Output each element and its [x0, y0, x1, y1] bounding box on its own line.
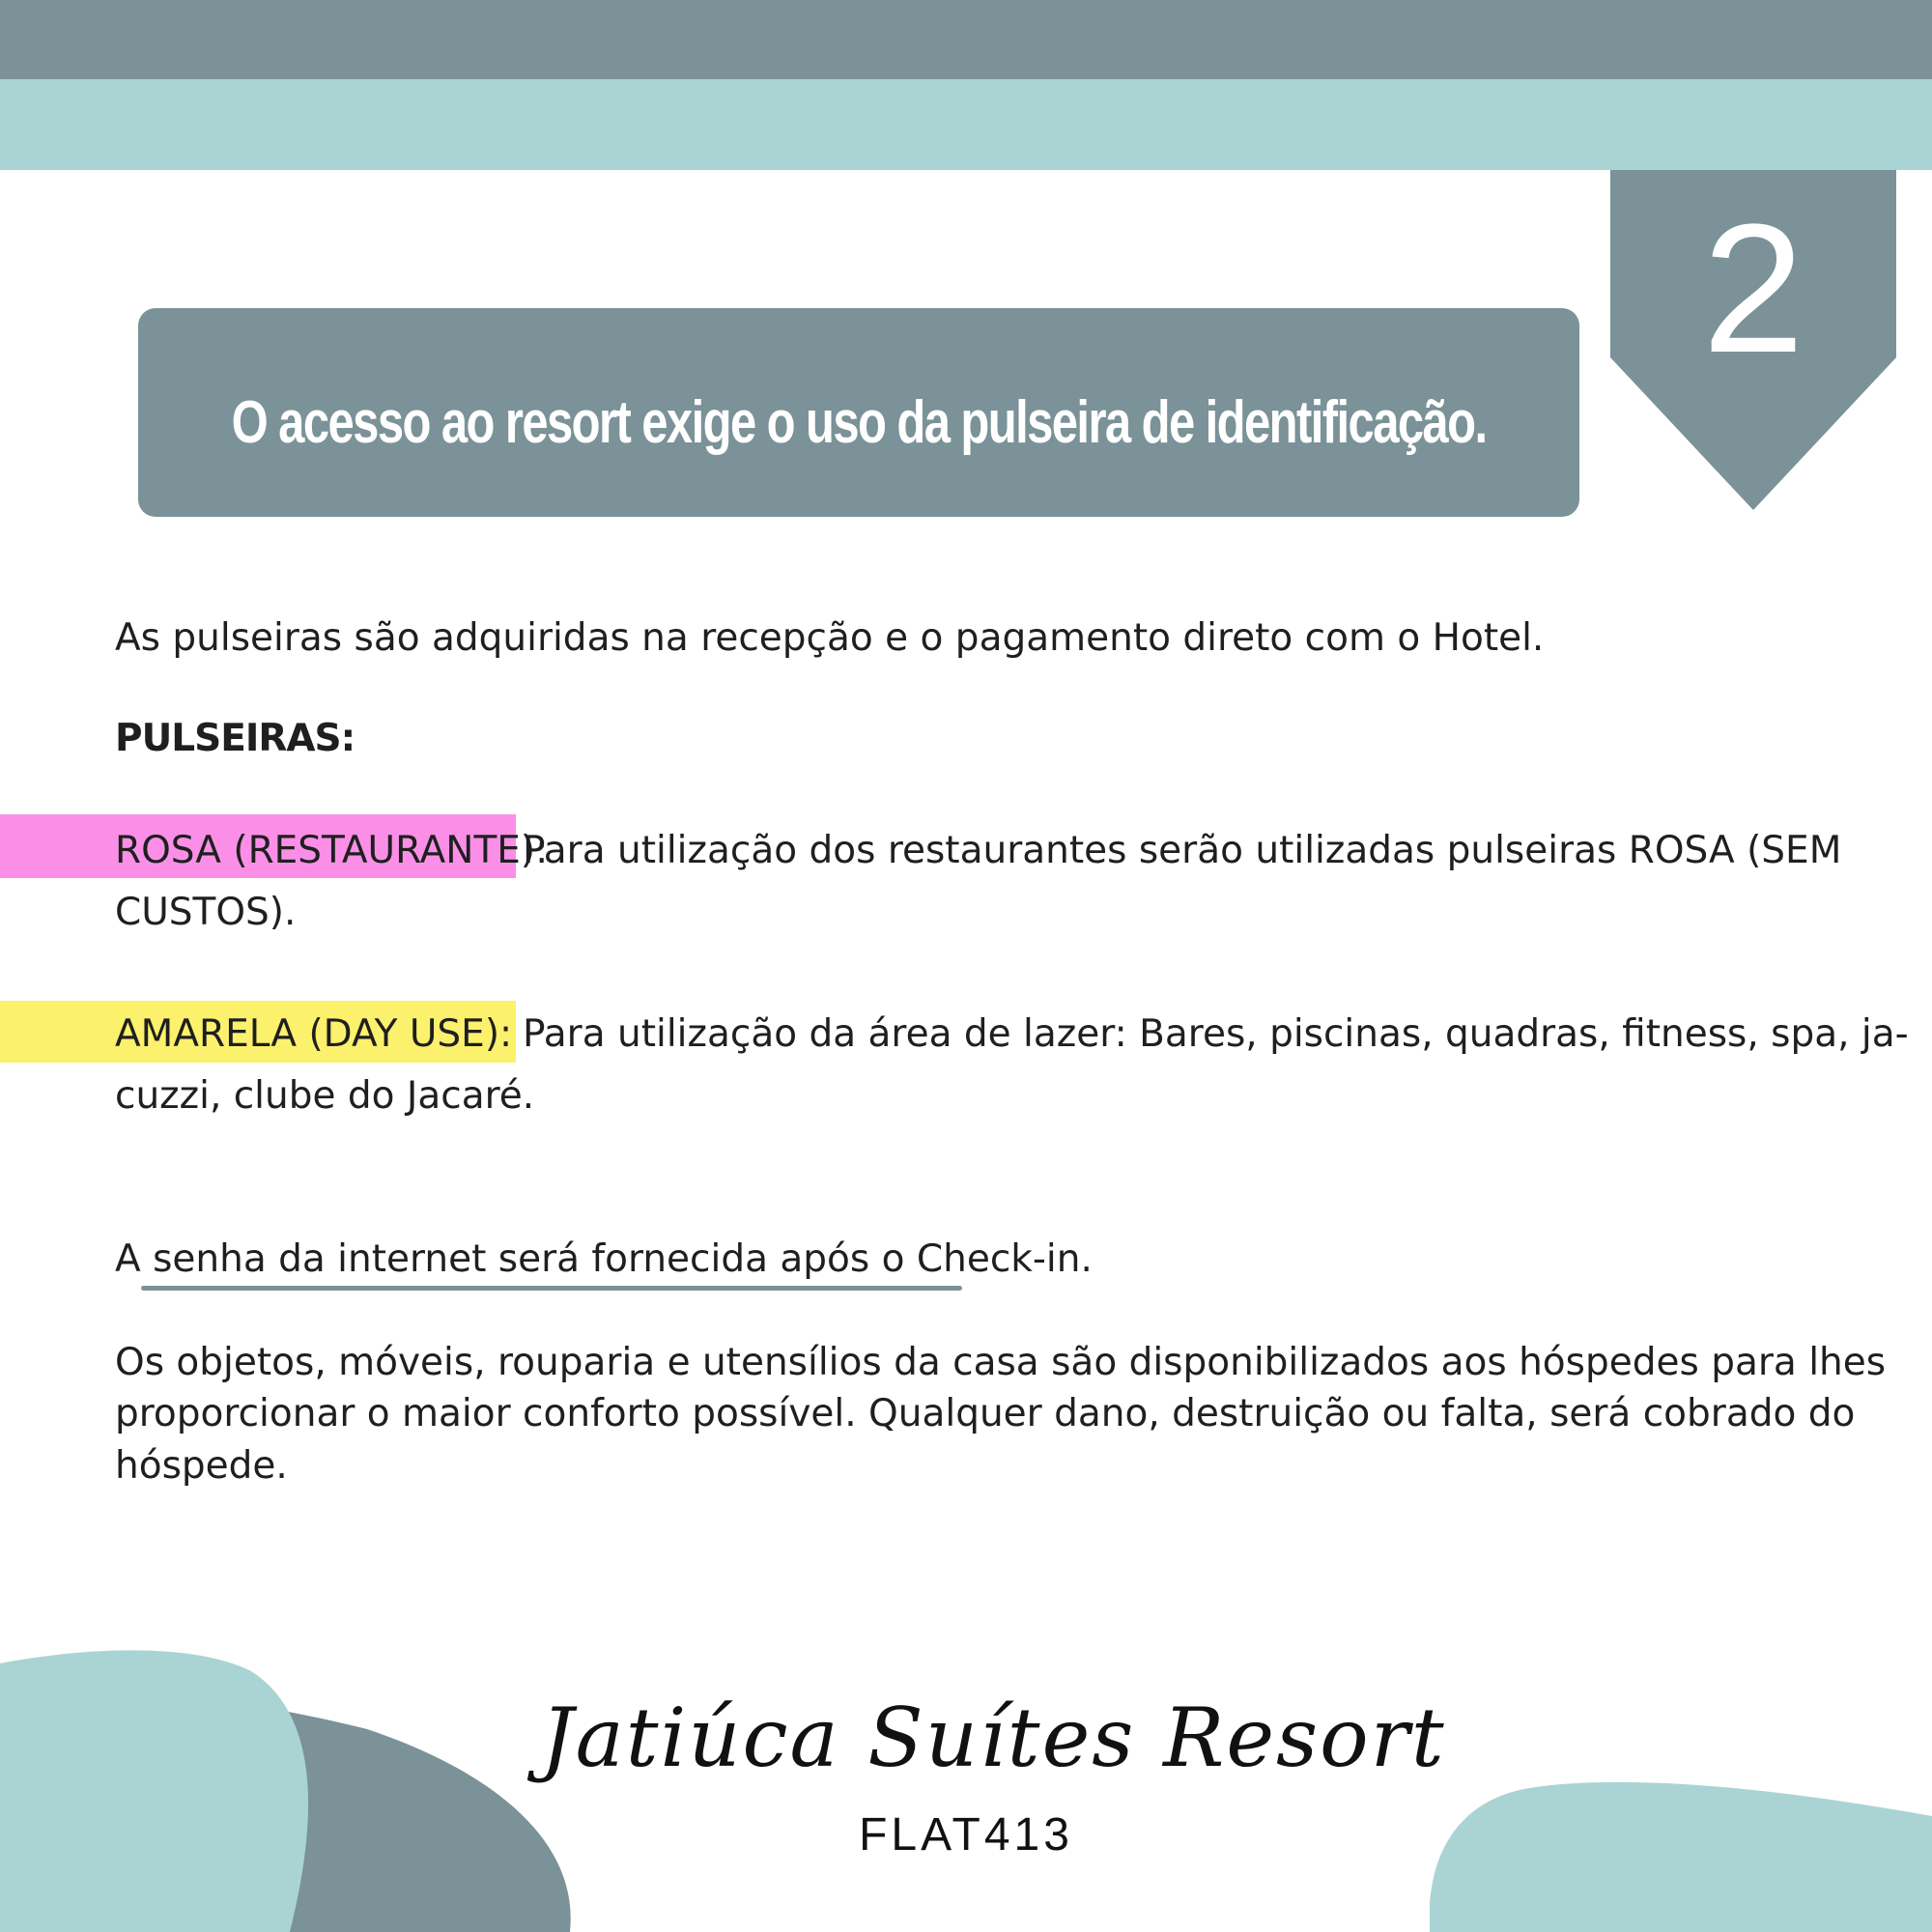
amarela-label: AMARELA (DAY USE):	[115, 1012, 513, 1056]
rosa-text-line1: Para utilização dos restaurantes serão utilizadas pulseiras ROSA (SEM	[523, 829, 1842, 872]
logo-flat: FLAT413	[859, 1809, 1073, 1861]
rosa-label: ROSA (RESTAURANTE):	[115, 829, 549, 872]
top-band-dark	[0, 0, 1932, 79]
decor-blob-aqua-right	[1430, 1739, 1932, 1932]
amarela-text-line2: cuzzi, clube do Jacaré.	[115, 1074, 535, 1118]
wifi-note-underline	[141, 1286, 962, 1291]
page-title: O acesso ao resort exige o uso da pulseira de identificação.	[231, 388, 1487, 456]
amarela-text-line1: Para utilização da área de lazer: Bares, piscinas, quadras, fitness, spa, ja-	[523, 1012, 1909, 1056]
top-band-light	[0, 79, 1932, 170]
objects-note-line3: hóspede.	[115, 1444, 288, 1488]
intro-text: As pulseiras são adquiridas na recepção e o pagamento direto com o Hotel.	[115, 616, 1545, 660]
section-heading: PULSEIRAS:	[115, 717, 355, 760]
wifi-note: A senha da internet será fornecida após o Check-in.	[115, 1237, 1093, 1281]
page-number: 2	[1702, 186, 1804, 391]
decor-blob-aqua-left	[0, 1642, 328, 1932]
rosa-text-line2: CUSTOS).	[115, 891, 297, 934]
objects-note-line2: proporcionar o maior conforto possível. Qualquer dano, destruição ou falta, será cobrado do	[115, 1392, 1856, 1435]
objects-note-line1: Os objetos, móveis, rouparia e utensílios da casa são disponibilizados aos hóspedes para lhes	[115, 1341, 1887, 1384]
title-banner	[138, 308, 1579, 517]
logo-script: Jatiúca Suítes Resort	[541, 1690, 1446, 1785]
page-number-badge	[1610, 170, 1896, 510]
